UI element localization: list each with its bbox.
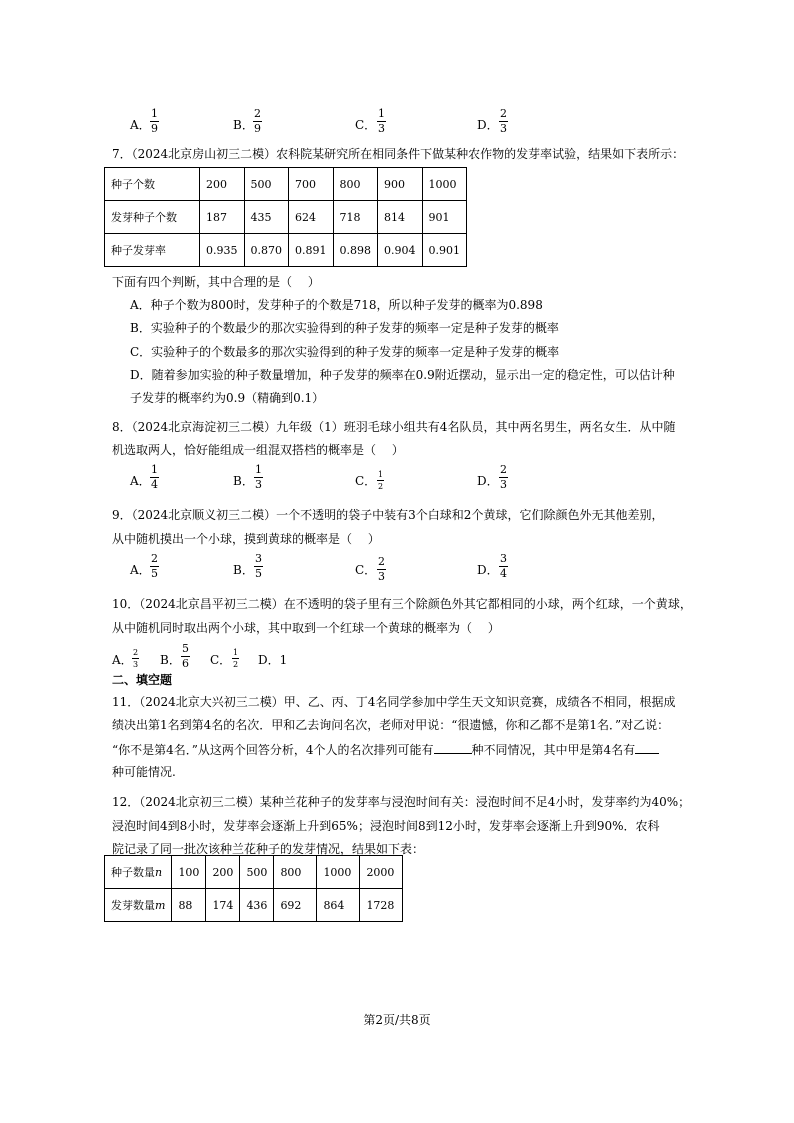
table-cell: 种子数量n bbox=[105, 856, 172, 889]
q11-stem-line3 bbox=[112, 741, 659, 758]
q8-option-c-label: C． bbox=[355, 474, 377, 488]
q7-prompt: 下面有四个判断，其中合理的是（ ） bbox=[112, 275, 320, 289]
table-cell: 900 bbox=[378, 168, 423, 201]
fraction-numerator: 2 bbox=[254, 107, 261, 120]
fraction-denominator: 3 bbox=[255, 478, 262, 491]
table-cell: 0.935 bbox=[200, 234, 245, 267]
table-row bbox=[105, 856, 403, 889]
q9-option-b-label: B． bbox=[233, 563, 254, 577]
q11-text-part2: 种不同情况，其中甲是第4名有 bbox=[471, 743, 636, 757]
q10-option-a-label: A． bbox=[112, 653, 133, 667]
fraction-denominator: 4 bbox=[151, 478, 158, 491]
table-cell: 624 bbox=[289, 201, 334, 234]
table-cell: 1000 bbox=[422, 168, 467, 201]
fraction-numerator: 1 bbox=[378, 470, 384, 479]
section-heading-fill-in: 二、填空题 bbox=[112, 673, 173, 687]
q10-option-c-fraction bbox=[232, 648, 239, 669]
q10-option-b-label: B． bbox=[160, 653, 181, 667]
q6-option-d-label: D． bbox=[477, 118, 499, 132]
table-cell: 500 bbox=[244, 168, 289, 201]
table-cell: 692 bbox=[274, 889, 317, 922]
table-cell: 0.891 bbox=[289, 234, 334, 267]
table-row bbox=[105, 889, 403, 922]
q6-option-d-fraction bbox=[499, 108, 508, 135]
q12-stem-line3: 院记录了同一批次该种兰花种子的发芽情况，结果如下表： bbox=[112, 842, 425, 856]
table-cell: 1000 bbox=[317, 856, 360, 889]
fraction-numerator: 2 bbox=[500, 107, 507, 120]
fraction-denominator: 3 bbox=[500, 478, 507, 491]
fraction-numerator: 1 bbox=[255, 463, 262, 476]
table-cell: 901 bbox=[422, 201, 467, 234]
table-row bbox=[105, 168, 467, 201]
table-row bbox=[105, 234, 467, 267]
q10-stem-line1: 10．（2024北京昌平初三二模）在不透明的袋子里有三个除颜色外其它都相同的小球，两个红球，一个黄球， bbox=[112, 597, 692, 611]
table-cell: 800 bbox=[274, 856, 317, 889]
fraction-numerator: 1 bbox=[151, 463, 158, 476]
table-cell: 435 bbox=[244, 201, 289, 234]
table-cell: 0.904 bbox=[378, 234, 423, 267]
fraction-denominator: 9 bbox=[151, 122, 158, 135]
table-cell: 500 bbox=[240, 856, 274, 889]
q8-option-c-fraction bbox=[377, 470, 384, 491]
q9-stem-line1: 9．（2024北京顺义初三二模）一个不透明的袋子中装有3个白球和2个黄球，它们除颜色外无其他差别， bbox=[112, 508, 664, 522]
fraction-denominator: 2 bbox=[378, 482, 384, 491]
table-cell: 700 bbox=[289, 168, 334, 201]
q8-option-a-label: A． bbox=[130, 474, 151, 488]
fraction-denominator: 2 bbox=[233, 660, 239, 669]
fraction-denominator: 3 bbox=[500, 122, 507, 135]
q10-option-a-fraction bbox=[132, 648, 139, 669]
q10-option-b-fraction bbox=[181, 643, 190, 670]
q8-option-a-fraction bbox=[150, 464, 159, 491]
page-footer: 第2页/共8页 bbox=[363, 1013, 431, 1027]
table-cell: 88 bbox=[172, 889, 206, 922]
fraction-numerator: 2 bbox=[151, 552, 158, 565]
fraction-numerator: 1 bbox=[378, 107, 385, 120]
fraction-numerator: 3 bbox=[255, 552, 262, 565]
table-cell: 200 bbox=[206, 856, 240, 889]
q9-option-d-label: D． bbox=[477, 563, 499, 577]
fraction-denominator: 6 bbox=[182, 657, 189, 670]
fraction-numerator: 2 bbox=[133, 648, 139, 657]
fraction-denominator: 3 bbox=[378, 122, 385, 135]
q11-answer-blank-1[interactable] bbox=[434, 741, 472, 754]
q9-option-c-label: C． bbox=[355, 563, 377, 577]
q8-stem-line2: 机选取两人，恰好能组成一组混双搭档的概率是（ ） bbox=[112, 443, 404, 457]
table-cell: 0.901 bbox=[422, 234, 467, 267]
q9-option-b-fraction bbox=[254, 553, 263, 580]
q8-stem-line1: 8．（2024北京海淀初三二模）九年级（1）班羽毛球小组共有4名队员，其中两名男生，两名女生．从中随 bbox=[112, 420, 676, 434]
q7-table bbox=[104, 167, 467, 267]
q12-table bbox=[104, 855, 403, 922]
table-cell: 100 bbox=[172, 856, 206, 889]
q7-option-b: B．实验种子的个数最少的那次实验得到的种子发芽的频率一定是种子发芽的概率 bbox=[130, 321, 559, 335]
fraction-denominator: 9 bbox=[254, 122, 261, 135]
fraction-numerator: 5 bbox=[182, 642, 189, 655]
q6-option-b-label: B． bbox=[233, 118, 254, 132]
fraction-numerator: 2 bbox=[378, 555, 385, 568]
q6-option-c-fraction bbox=[377, 108, 386, 135]
fraction-denominator: 4 bbox=[500, 567, 507, 580]
table-cell: 436 bbox=[240, 889, 274, 922]
q11-stem-line1: 11．（2024北京大兴初三二模）甲、乙、丙、丁4名同学参加中学生天文知识竞赛，成绩各不相同，根据成 bbox=[112, 695, 676, 709]
variable-m: m bbox=[155, 899, 166, 912]
q9-option-a-fraction bbox=[150, 553, 159, 580]
table-cell: 800 bbox=[333, 168, 378, 201]
q10-option-d: D．1 bbox=[258, 653, 288, 667]
q10-stem-line2: 从中随机同时取出两个小球，其中取到一个红球一个黄球的概率为（ ） bbox=[112, 621, 500, 635]
table-cell: 0.870 bbox=[244, 234, 289, 267]
q7-stem: 7．（2024北京房山初三二模）农科院某研究所在相同条件下做某种农作物的发芽率试验，结果如下表所示： bbox=[112, 147, 685, 161]
table-cell: 0.898 bbox=[333, 234, 378, 267]
q9-option-d-fraction bbox=[499, 553, 508, 580]
q9-option-a-label: A． bbox=[130, 563, 151, 577]
table-cell: 发芽种子个数 bbox=[105, 201, 200, 234]
q7-option-c: C．实验种子的个数最多的那次实验得到的种子发芽的频率一定是种子发芽的概率 bbox=[130, 345, 560, 359]
fraction-denominator: 3 bbox=[378, 570, 385, 583]
table-cell: 174 bbox=[206, 889, 240, 922]
q11-text-part1: “你不是第4名．”从这两个回答分析，4个人的名次排列可能有 bbox=[112, 743, 434, 757]
q6-option-a-fraction bbox=[150, 108, 159, 135]
q7-option-d: D．随着参加实验的种子数量增加，种子发芽的频率在0.9附近摆动，显示出一定的稳定性，可以估计种 bbox=[130, 368, 675, 382]
q11-stem-line4: 种可能情况. bbox=[112, 765, 176, 779]
table-cell: 1728 bbox=[360, 889, 403, 922]
table-cell: 200 bbox=[200, 168, 245, 201]
q12-stem-line1: 12．（2024北京初三二模）某种兰花种子的发芽率与浸泡时间有关：浸泡时间不足4小时，发芽率约为40%； bbox=[112, 795, 691, 809]
q6-option-a-label: A． bbox=[130, 118, 151, 132]
variable-n: n bbox=[155, 866, 163, 879]
q9-option-c-fraction bbox=[377, 556, 386, 583]
table-cell: 种子发芽率 bbox=[105, 234, 200, 267]
q10-option-c-label: C． bbox=[210, 653, 232, 667]
table-cell: 187 bbox=[200, 201, 245, 234]
q8-option-b-fraction bbox=[254, 464, 263, 491]
table-cell: 718 bbox=[333, 201, 378, 234]
q12-stem-line2: 浸泡时间4到8小时，发芽率会逐渐上升到65%；浸泡时间8到12小时，发芽率会逐渐上升到90%．农科 bbox=[112, 819, 660, 833]
fraction-numerator: 1 bbox=[233, 648, 239, 657]
fraction-denominator: 5 bbox=[255, 567, 262, 580]
q8-option-d-label: D． bbox=[477, 474, 499, 488]
q7-option-d-continued: 子发芽的概率约为0.9（精确到0.1） bbox=[130, 391, 325, 405]
table-cell: 864 bbox=[317, 889, 360, 922]
q9-stem-line2: 从中随机摸出一个小球，摸到黄球的概率是（ ） bbox=[112, 532, 380, 546]
q8-option-b-label: B． bbox=[233, 474, 254, 488]
fraction-denominator: 5 bbox=[151, 567, 158, 580]
table-row bbox=[105, 201, 467, 234]
q6-option-c-label: C． bbox=[355, 118, 377, 132]
fraction-numerator: 1 bbox=[151, 107, 158, 120]
table-cell: 814 bbox=[378, 201, 423, 234]
q11-answer-blank-2[interactable] bbox=[635, 741, 659, 754]
fraction-numerator: 3 bbox=[500, 552, 507, 565]
q8-option-d-fraction bbox=[499, 464, 508, 491]
q11-stem-line2: 绩决出第1名到第4名的名次．甲和乙去询问名次，老师对甲说：“很遗憾，你和乙都不是第1名．”对乙说： bbox=[112, 718, 670, 732]
fraction-numerator: 2 bbox=[500, 463, 507, 476]
q6-option-b-fraction bbox=[253, 108, 262, 135]
table-cell: 2000 bbox=[360, 856, 403, 889]
table-cell: 种子个数 bbox=[105, 168, 200, 201]
fraction-denominator: 3 bbox=[133, 660, 139, 669]
table-cell: 发芽数量m bbox=[105, 889, 172, 922]
q7-option-a: A．种子个数为800时，发芽种子的个数是718，所以种子发芽的概率为0.898 bbox=[130, 298, 543, 312]
